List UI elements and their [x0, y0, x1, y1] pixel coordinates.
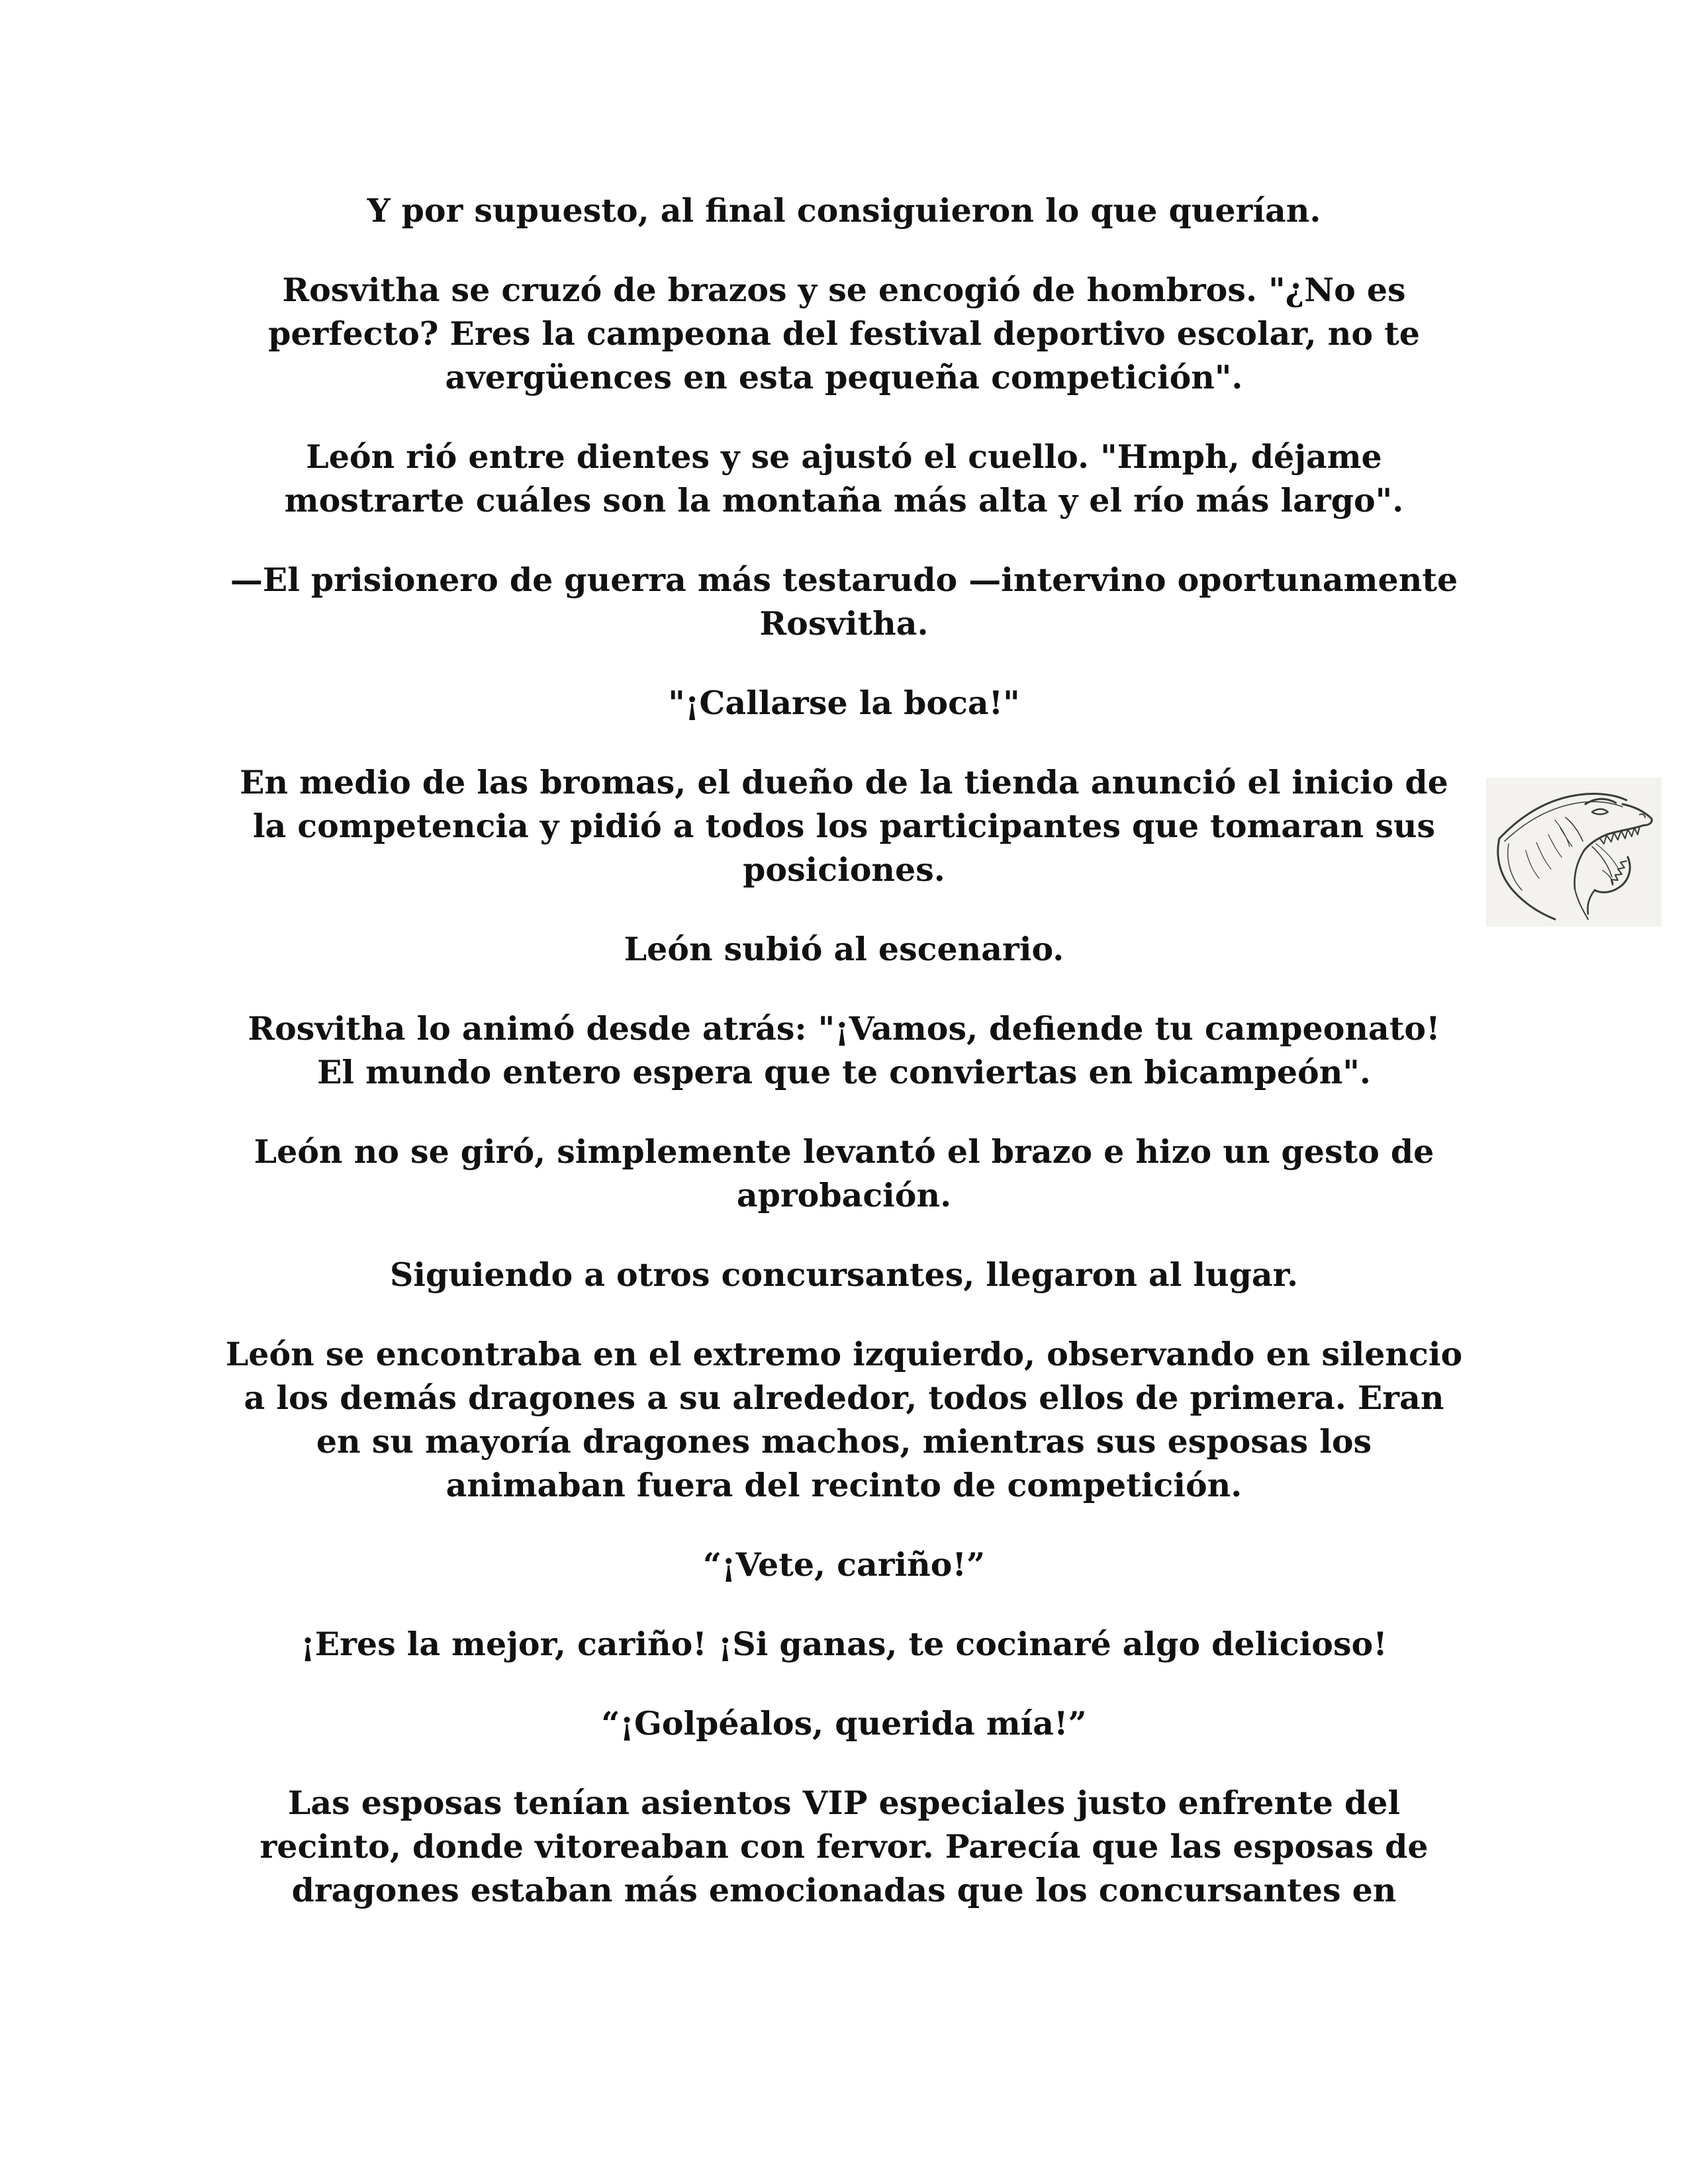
paragraph-8: Rosvitha lo animó desde atrás: "¡Vamos, defiende tu campeonato! El mundo entero espera que te conviertas en bicampeón". [248, 1009, 1440, 1091]
story-text [225, 189, 1463, 1912]
paragraph-9: León no se giró, simplemente levantó el brazo e hizo un gesto de aprobación. [254, 1132, 1434, 1214]
paragraph-15: Las esposas tenían asientos VIP especiales justo enfrente del recinto, donde vitoreaban con fervor. Parecía que las esposas de dragones estaban más emocionadas que los concursantes en [259, 1784, 1429, 1909]
paragraph-1: Y por supuesto, al final consiguieron lo que querían. [367, 191, 1321, 230]
paragraph-12: “¡Vete, cariño!” [702, 1545, 986, 1584]
paragraph-13: ¡Eres la mejor, cariño! ¡Si ganas, te cocinaré algo delicioso! [301, 1625, 1387, 1663]
dragon-head-sketch-icon [1486, 778, 1662, 927]
paragraph-5: "¡Callarse la boca!" [668, 684, 1020, 722]
paragraph-2: Rosvitha se cruzó de brazos y se encogió de hombros. "¿No es perfecto? Eres la campeona del festival deportivo escolar, no te avergüences en esta pequeña competición". [268, 271, 1420, 396]
paragraph-7: León subió al escenario. [624, 930, 1064, 968]
paragraph-10: Siguiendo a otros concursantes, llegaron al lugar. [389, 1255, 1299, 1294]
paragraph-3: León rió entre dientes y se ajustó el cuello. "Hmph, déjame mostrarte cuáles son la montaña más alta y el río más largo". [284, 437, 1404, 520]
paragraph-11: León se encontraba en el extremo izquierdo, observando en silencio a los demás dragones a su alrededor, todos ellos de primera. Eran en su mayoría dragones machos, mientras sus esposas los animaban fuera del recinto de competición. [225, 1335, 1463, 1504]
paragraph-6: En medio de las bromas, el dueño de la tienda anunció el inicio de la competencia y pidió a todos los participantes que tomaran sus posiciones. [240, 763, 1448, 889]
paragraph-14: “¡Golpéalos, querida mía!” [601, 1704, 1087, 1743]
paragraph-4: —El prisionero de guerra más testarudo —intervino oportunamente Rosvitha. [230, 561, 1458, 643]
